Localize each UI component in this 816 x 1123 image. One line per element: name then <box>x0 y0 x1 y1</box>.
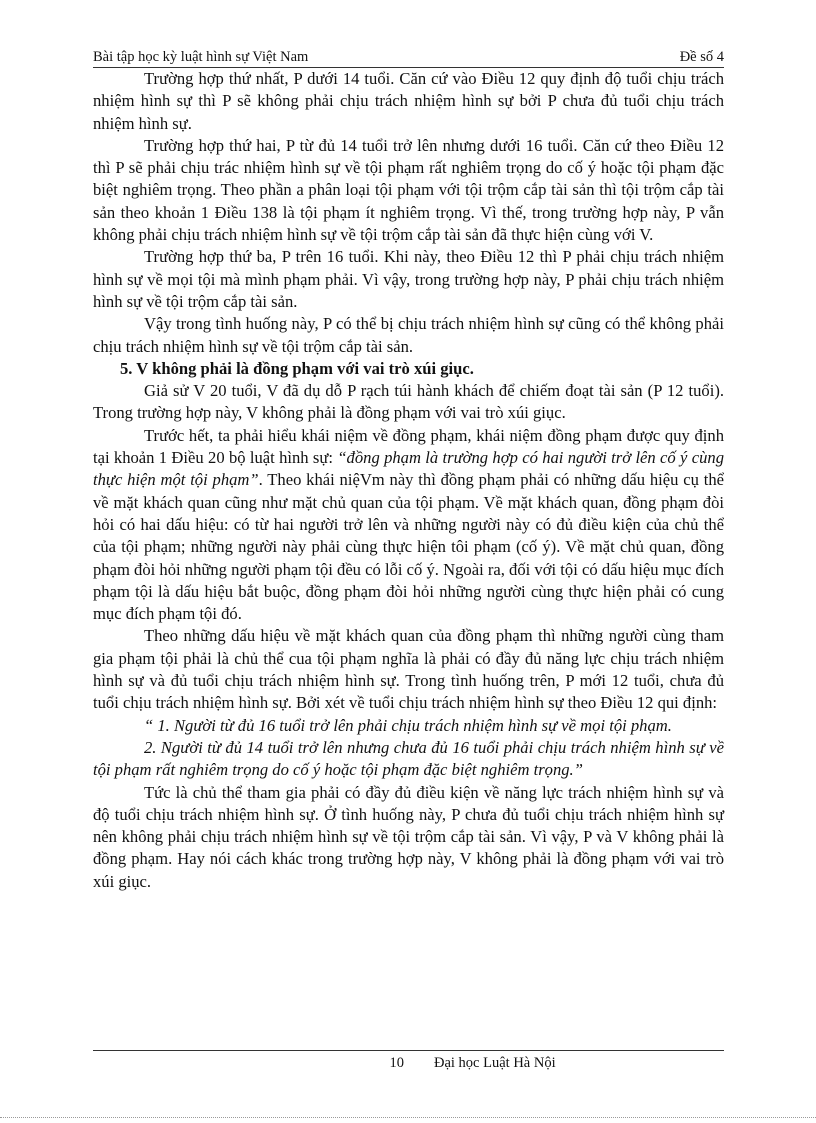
definition-intro: Trước hết, ta phải hiểu khái niệm về đồng phạm, khái niệm đồng phạm được quy định tại khoản 1 Điều 20 bộ luật hình sự: <box>93 425 724 468</box>
footer-school-name: Đại học Luật Hà Nội <box>434 1055 556 1071</box>
document-page <box>93 48 724 893</box>
page-header <box>93 48 724 68</box>
quote-clause-1: “ 1. Người từ đủ 16 tuổi trở lên phải chịu trách nhiệm hình sự về mọi tội phạm. <box>144 715 672 735</box>
definition-quote: “đồng phạm là trường hợp có hai người trở lên cố ý cùng thực hiện một tội phạm” <box>93 448 724 490</box>
paragraph-case-2: Trường hợp thứ hai, P từ đủ 14 tuổi trở lên nhưng dưới 16 tuổi. Căn cứ theo Điều 12 thì P sẽ phải chịu trác nhiệm hình sự về tội phạm rất nghiêm trọng do cố ý hoặc tội phạm đặc biệt nghiêm trọng. Theo phần a phân loại tội phạm với tội trộm cắp tài sản thì tội trộm cắp tài sản theo khoản 1 Điều 138 là tội phạm ít nghiêm trọng. Vì thế, trong trường hợp này, P vẫn không phải chịu trách nhiệm hình sự về tội trộm cắp tài sản đã thực hiện cùng với V. <box>93 135 724 245</box>
header-title: Bài tập học kỳ luật hình sự Việt Nam <box>93 49 309 65</box>
paragraph-objective-signs: Theo những dấu hiệu về mặt khách quan của đồng phạm thì những người cùng tham gia phạm tội phải là chủ thể cua tội phạm nghĩa là phải có đầy đủ năng lực chịu trách nhiệm hình sự và đủ tuổi chịu trách nhiệm hình sự. Trong tình huống trên, P mới 12 tuổi, chưa đủ tuổi chịu trách nhiệm hình sự. Bởi xét về tuổi chịu trách nhiệm hình sự theo Điều 12 qui định: <box>93 626 724 713</box>
paragraph-assumption: Giả sử V 20 tuổi, V đã dụ dỗ P rạch túi hành khách để chiếm đoạt tài sản (P 12 tuổi). Trong trường hợp này, V không phải là đồng phạm với vai trò xúi giục. <box>93 381 724 423</box>
page-number: 10 <box>389 1055 404 1071</box>
paragraph-case-3: Trường hợp thứ ba, P trên 16 tuổi. Khi này, theo Điều 12 thì P phải chịu trách nhiệm hình sự về mọi tội mà mình phạm phải. Vì vậy, trong trường hợp này, P phải chịu trách nhiệm hình sự về tội trộm cắp tài sản. <box>93 247 724 311</box>
document-body <box>93 68 724 893</box>
paragraph-case-1: Trường hợp thứ nhất, P dưới 14 tuổi. Căn cứ vào Điều 12 quy định độ tuổi chịu trách nhiệm hình sự thì P sẽ không phải chịu trách nhiệm hình sự bởi P chưa đủ tuổi chịu trách nhiệm hình sự. <box>93 69 724 133</box>
paragraph-summary: Vậy trong tình huống này, P có thể bị chịu trách nhiệm hình sự cũng có thể không phải chịu trách nhiệm hình sự về tội trộm cắp tài sản. <box>93 314 724 356</box>
quote-clause-2: 2. Người từ đủ 14 tuổi trở lên nhưng chưa đủ 16 tuổi phải chịu trách nhiệm hình sự về tội phạm rất nghiêm trọng do cố ý hoặc tội phạm đặc biệt nghiêm trọng.” <box>93 737 724 780</box>
definition-analysis: . Theo khái niệVm này thì đồng phạm phải có những dấu hiệu cụ thể về mặt khách quan cũng như mặt chủ quan của tội phạm. Về mặt khách quan, đồng phạm đòi hỏi có hai dấu hiệu: có từ hai người trở lên và những người này có đủ điều kiện của chủ thể của tội phạm; những người này phải cùng thực hiện tôi phạm (cố ý). Về mặt chủ quan, đồng phạm đòi hỏi những người phạm tội đều có lỗi cố ý. Ngoài ra, đối với tội có dấu hiệu mục đích phạm tội là dấu hiệu bắt buộc, đồng phạm đòi hỏi những người cùng thực hiện phải có cung mục đích phạm tội đó. <box>93 470 724 624</box>
page-edge-divider <box>0 1117 816 1118</box>
page-footer <box>93 1054 724 1072</box>
paragraph-definition <box>93 425 724 626</box>
paragraph-conclusion: Tức là chủ thể tham gia phải có đầy đủ điều kiện về năng lực trách nhiệm hình sự và độ tuổi chịu trách nhiệm hình sự. Ở tình huống này, P chưa đủ tuổi chịu trách nhiệm hình sự nên không phải chịu trách nhiệm hình sự về tội trộm cắp tài sản. Vì vậy, P và V không phải là đồng phạm. Hay nói cách khác trong trường hợp này, V không phải là đồng phạm với vai trò xúi giục. <box>93 782 724 891</box>
section-heading: 5. V không phải là đồng phạm với vai trò xúi giục. <box>120 358 474 378</box>
footer-divider <box>93 1050 724 1051</box>
header-exam-number: Đề số 4 <box>679 49 724 65</box>
